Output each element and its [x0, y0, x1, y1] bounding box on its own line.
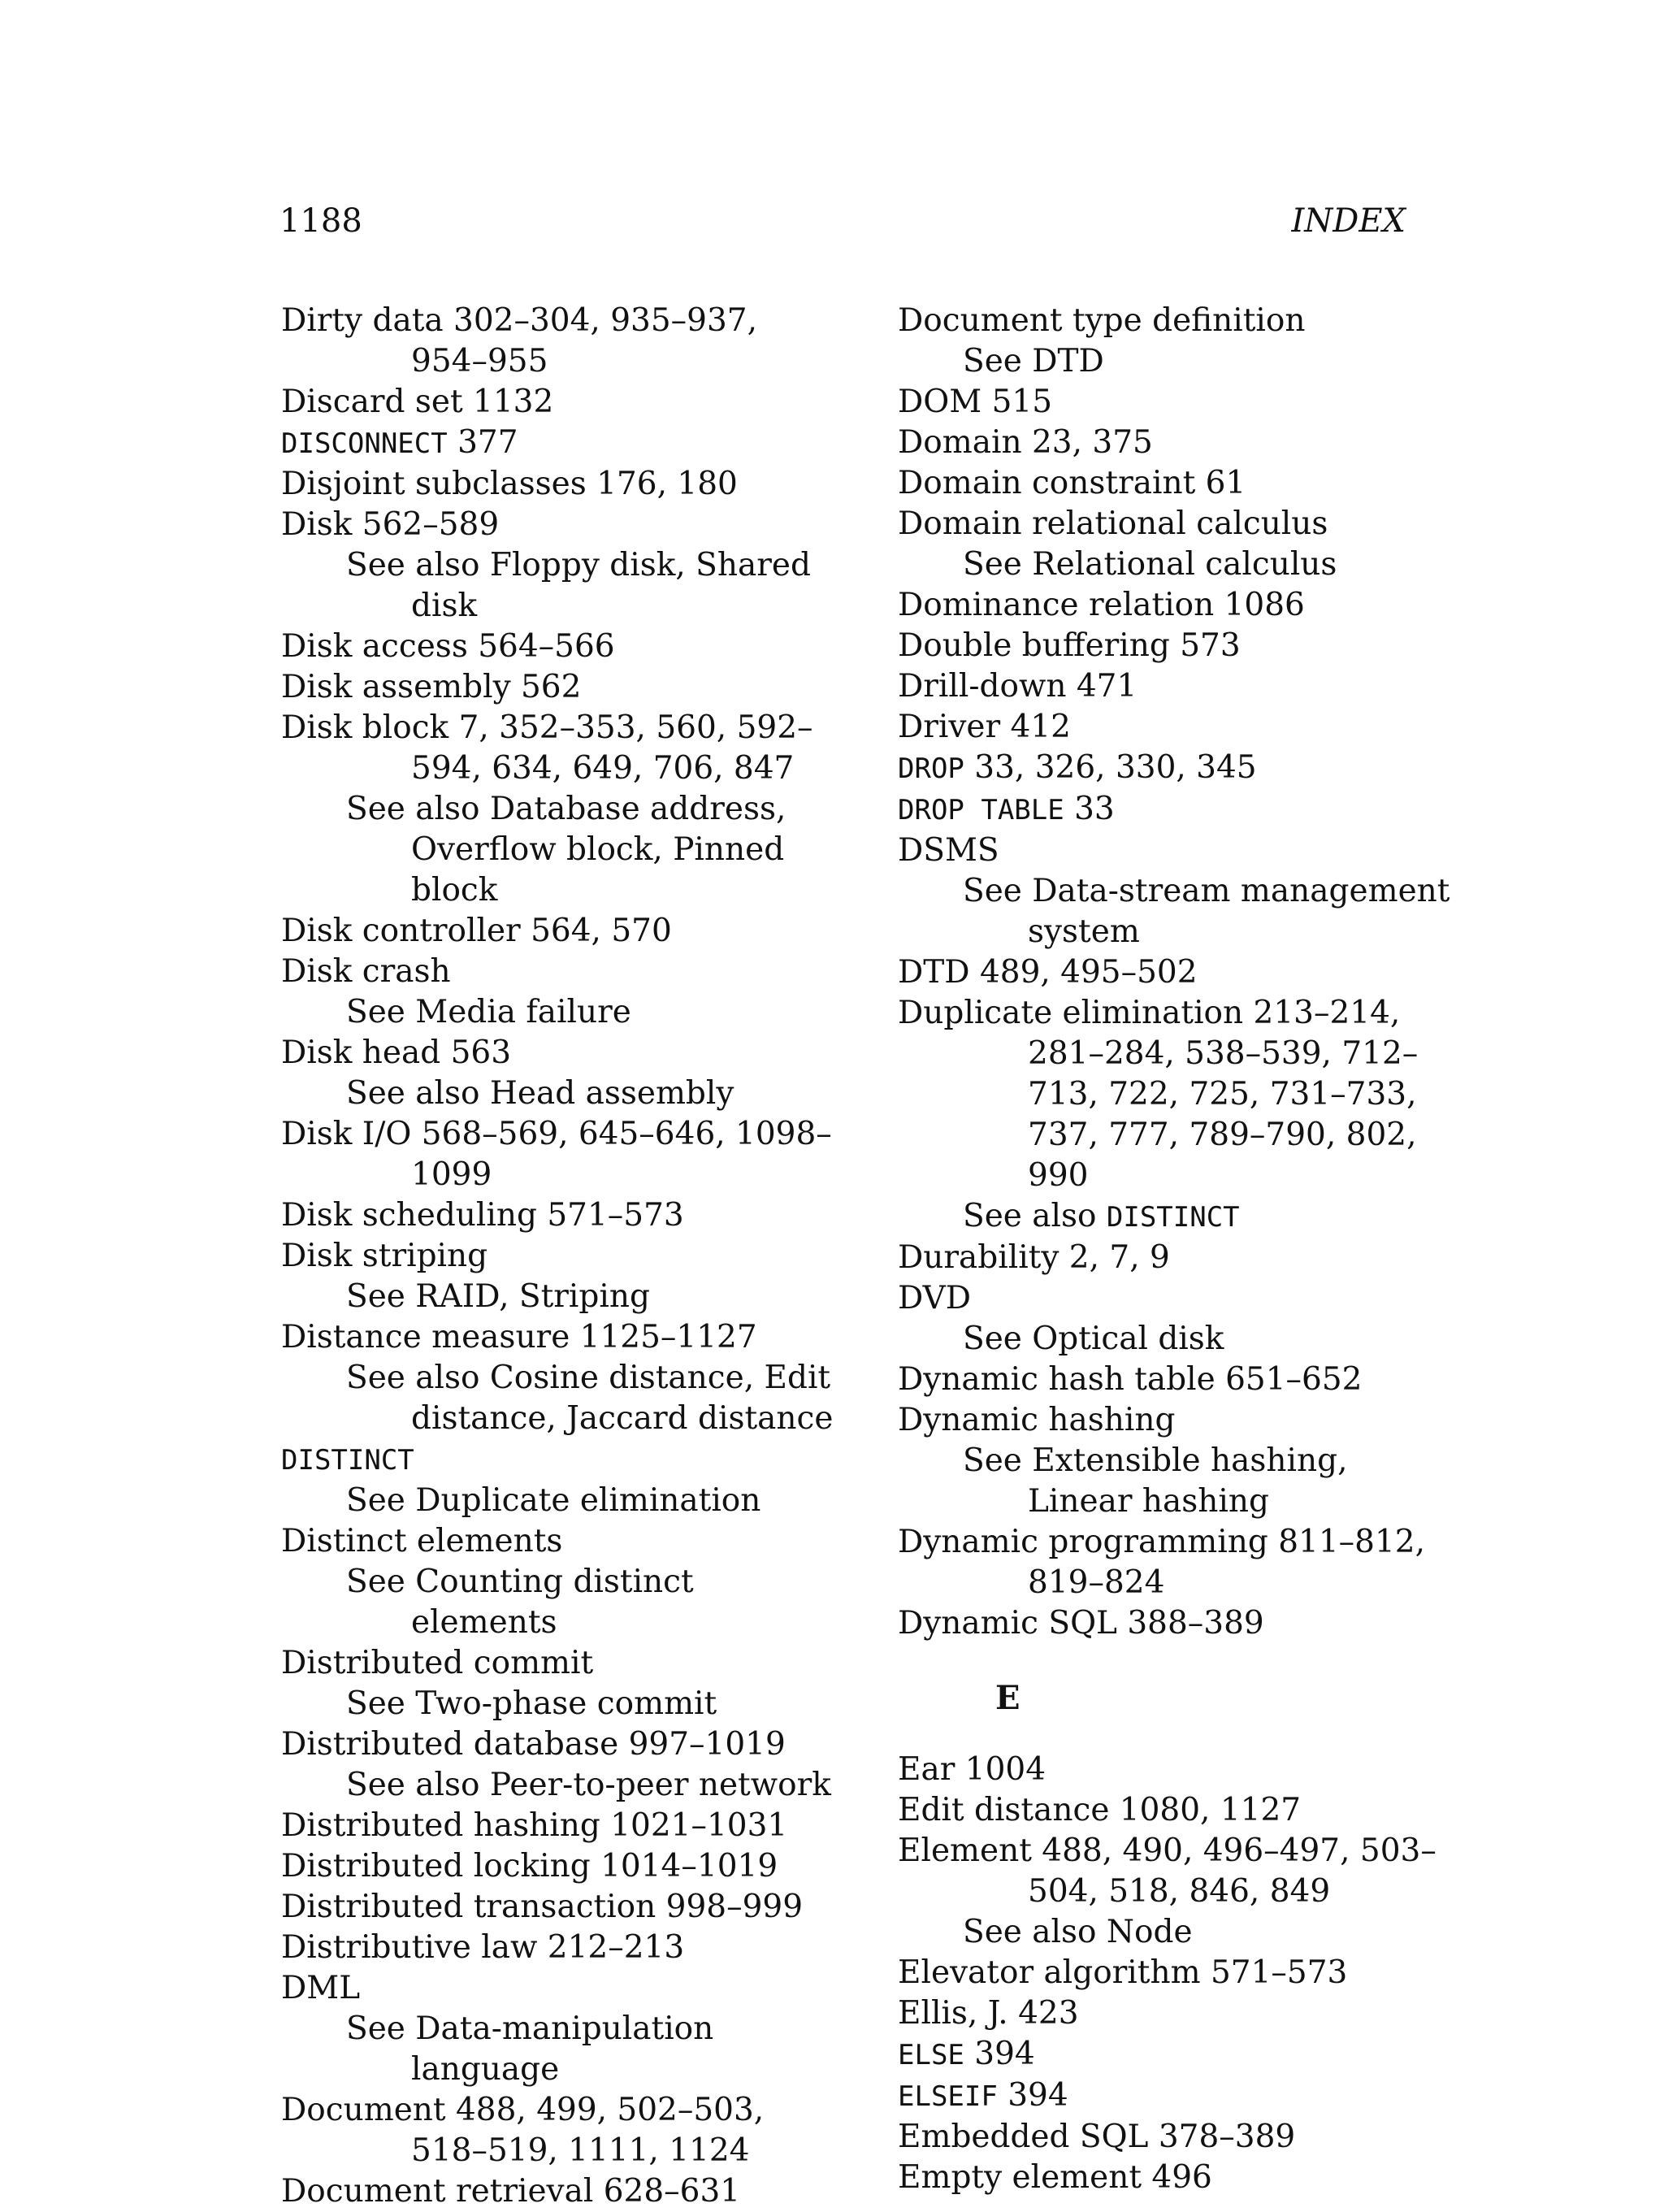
code-term: ELSE: [898, 2039, 964, 2071]
index-entry: [898, 1522, 1458, 1603]
entry-text: Disk striping: [281, 1238, 488, 1274]
entry-text: Disk assembly 562: [281, 669, 582, 705]
code-term: DROP TABLE: [898, 794, 1064, 826]
index-entry: [898, 2117, 1458, 2158]
index-entry: [281, 1114, 842, 1195]
entry-text: See Duplicate elimination: [346, 1482, 761, 1519]
entry-text: Dynamic programming 811–812, 819–824: [898, 1524, 1426, 1601]
index-entry: [898, 463, 1458, 504]
index-entry: [898, 504, 1458, 544]
entry-text: Elevator algorithm 571–573: [898, 1954, 1348, 1991]
index-entry: [281, 1317, 842, 1358]
entry-text: Document 488, 499, 502–503, 518–519, 1111, 1124: [281, 2092, 765, 2169]
code-term: ELSEIF: [898, 2080, 998, 2113]
entry-text: Disk crash: [281, 953, 451, 990]
entry-text: 33: [1064, 791, 1115, 827]
index-entry: [281, 1033, 842, 1073]
entry-text: Disk controller 564, 570: [281, 913, 672, 949]
entry-text: Disjoint subclasses 176, 180: [281, 466, 738, 502]
entry-text: Double buffering 573: [898, 627, 1241, 664]
entry-text: Disk 562–589: [281, 506, 500, 543]
entry-text: Edit distance 1080, 1127: [898, 1792, 1302, 1828]
index-entry: [898, 1831, 1458, 1912]
index-entry: [898, 748, 1458, 789]
entry-text: Domain constraint 61: [898, 465, 1246, 501]
entry-text: Disk block 7, 352–353, 560, 592–594, 634, 649, 706, 847: [281, 709, 813, 787]
entry-text: Domain 23, 375: [898, 424, 1153, 461]
index-entry: [898, 993, 1458, 1196]
entry-text: Dynamic SQL 388–389: [898, 1605, 1264, 1642]
entry-text: Discard set 1132: [281, 384, 554, 420]
entry-text: Document type definition: [898, 302, 1306, 339]
entry-text: Dynamic hashing: [898, 1402, 1176, 1438]
entry-text: Distributed transaction 998–999: [281, 1889, 804, 1925]
index-entry: [898, 666, 1458, 707]
index-entry: [281, 1643, 842, 1684]
index-entry: [898, 1360, 1458, 1400]
entry-text: E: [995, 1679, 1020, 1717]
index-subentry: [898, 871, 1458, 952]
index-entry: [281, 1928, 842, 1968]
index-entry: [898, 1238, 1458, 1278]
entry-text: See also Floppy disk, Shared disk: [346, 547, 811, 624]
code-term: DROP: [898, 753, 964, 785]
entry-text: Disk I/O 568–569, 645–646, 1098–1099: [281, 1116, 832, 1193]
entry-text: Embedded SQL 378–389: [898, 2119, 1296, 2155]
index-entry: [898, 1603, 1458, 1644]
index-subentry: [281, 1481, 842, 1521]
index-subentry: [281, 789, 842, 911]
page-number: 1188: [280, 202, 362, 240]
entry-text: Distributed locking 1014–1019: [281, 1848, 778, 1885]
index-entry: [898, 626, 1458, 666]
entry-text: DML: [281, 1970, 361, 2006]
entry-text: See Extensible hashing, Linear hashing: [963, 1442, 1348, 1520]
index-entry: [898, 1278, 1458, 1319]
index-subentry: [898, 1319, 1458, 1360]
entry-text: Drill-down 471: [898, 668, 1138, 705]
entry-text: Distributed hashing 1021–1031: [281, 1807, 788, 1844]
index-entry: [281, 1439, 842, 1481]
entry-text: See RAID, Striping: [346, 1278, 650, 1315]
index-entry: [281, 708, 842, 789]
index-subentry: [281, 1684, 842, 1724]
index-subentry: [281, 545, 842, 627]
index-entry: [281, 1887, 842, 1928]
entry-text: See Relational calculus: [963, 546, 1337, 583]
entry-text: Ellis, J. 423: [898, 1995, 1079, 2032]
code-term: DISTINCT: [1106, 1201, 1240, 1234]
entry-text: Duplicate elimination 213–214, 281–284, 538–539, 712–713, 722, 725, 731–733, 737, 777, 789–790, 802, 990: [898, 995, 1419, 1194]
entry-text: Empty element 496: [898, 2159, 1212, 2196]
index-entry: [898, 952, 1458, 993]
entry-text: Distributive law 212–213: [281, 1929, 685, 1966]
entry-text: DOM 515: [898, 384, 1053, 420]
index-entry: [898, 707, 1458, 748]
index-entry: [281, 301, 842, 382]
index-subentry: [281, 1277, 842, 1317]
entry-text: Durability 2, 7, 9: [898, 1239, 1170, 1276]
entry-text: DSMS: [898, 832, 999, 869]
index-subentry: [898, 341, 1458, 382]
index-entry: [898, 2034, 1458, 2075]
index-entry: [281, 1806, 842, 1846]
entry-text: Distance measure 1125–1127: [281, 1319, 757, 1355]
index-entry: [281, 2171, 842, 2212]
index-entry: [281, 1521, 842, 1562]
entry-text: See also Node: [963, 1914, 1193, 1950]
entry-text: Disk head 563: [281, 1034, 512, 1071]
entry-text: DTD 489, 495–502: [898, 954, 1198, 991]
index-subentry: [281, 1073, 842, 1114]
index-entry: [898, 1953, 1458, 1993]
index-subentry: [281, 1765, 842, 1806]
entry-text: Element 488, 490, 496–497, 503–504, 518, 846, 849: [898, 1832, 1436, 1910]
index-entry: [898, 831, 1458, 871]
index-subentry: [898, 544, 1458, 585]
index-column-left: [281, 301, 842, 2212]
index-entry: [281, 423, 842, 464]
index-entry: [898, 2075, 1458, 2117]
index-entry: [898, 382, 1458, 423]
index-subentry: [898, 1441, 1458, 1522]
section-letter-heading: [898, 1678, 1458, 1719]
entry-text: See Data-manipulation language: [346, 2010, 714, 2088]
entry-text: 394: [964, 2036, 1035, 2072]
entry-text: 33, 326, 330, 345: [964, 749, 1257, 786]
index-entry: [281, 952, 842, 992]
entry-text: Distributed commit: [281, 1645, 594, 1681]
entry-text: Document retrieval 628–631: [281, 2173, 741, 2210]
entry-text: Ear 1004: [898, 1751, 1046, 1788]
index-entry: [898, 789, 1458, 831]
index-entry: [898, 1400, 1458, 1441]
entry-text: Dirty data 302–304, 935–937, 954–955: [281, 302, 757, 380]
entry-text: DVD: [898, 1280, 972, 1316]
entry-text: 394: [997, 2077, 1068, 2114]
entry-text: See also Cosine distance, Edit distance, Jaccard distance: [346, 1360, 834, 1437]
index-subentry: [281, 2009, 842, 2090]
index-subentry: [281, 1358, 842, 1439]
index-entry: [898, 1790, 1458, 1831]
index-entry: [281, 667, 842, 708]
index-subentry: [281, 992, 842, 1033]
entry-text: Distinct elements: [281, 1523, 563, 1559]
index-entry: [281, 505, 842, 545]
entry-text: See also Head assembly: [346, 1075, 734, 1112]
index-entry: [281, 1968, 842, 2009]
entry-text: See Two-phase commit: [346, 1685, 717, 1722]
entry-text: Disk scheduling 571–573: [281, 1197, 684, 1234]
index-entry: [281, 464, 842, 505]
index-subentry: [281, 1562, 842, 1643]
entry-text: 377: [447, 424, 518, 461]
index-entry: [281, 627, 842, 667]
index-entry: [281, 1846, 842, 1887]
index-entry: [898, 2158, 1458, 2198]
entry-text: See also Peer-to-peer network: [346, 1767, 831, 1803]
entry-text: Domain relational calculus: [898, 505, 1328, 542]
index-subentry: [898, 1912, 1458, 1953]
index-entry: [281, 1195, 842, 1236]
index-entry: [898, 1993, 1458, 2034]
running-head: INDEX: [1291, 202, 1406, 240]
index-entry: [281, 911, 842, 952]
code-term: DISCONNECT: [281, 427, 448, 460]
entry-text: Dynamic hash table 651–652: [898, 1361, 1363, 1398]
entry-text: See also: [963, 1198, 1107, 1234]
index-entry: [898, 1750, 1458, 1790]
index-entry: [281, 1724, 842, 1765]
entry-text: Disk access 564–566: [281, 628, 615, 665]
index-entry: [281, 1236, 842, 1277]
entry-text: See Counting distinct elements: [346, 1564, 694, 1641]
index-entry: [898, 423, 1458, 463]
entry-text: Driver 412: [898, 709, 1071, 745]
index-subentry: [898, 1196, 1458, 1238]
index-entry: [281, 382, 842, 423]
index-entry: [898, 301, 1458, 341]
entry-text: Distributed database 997–1019: [281, 1726, 786, 1763]
code-term: DISTINCT: [281, 1444, 414, 1477]
index-column-right: [898, 301, 1458, 2198]
entry-text: See DTD: [963, 343, 1104, 380]
entry-text: See Data-stream management system: [963, 873, 1450, 950]
entry-text: See Media failure: [346, 994, 631, 1030]
index-entry: [898, 585, 1458, 626]
entry-text: Dominance relation 1086: [898, 587, 1305, 623]
entry-text: See also Database address, Overflow block, Pinned block: [346, 791, 786, 909]
entry-text: See Optical disk: [963, 1321, 1224, 1357]
index-entry: [281, 2090, 842, 2171]
